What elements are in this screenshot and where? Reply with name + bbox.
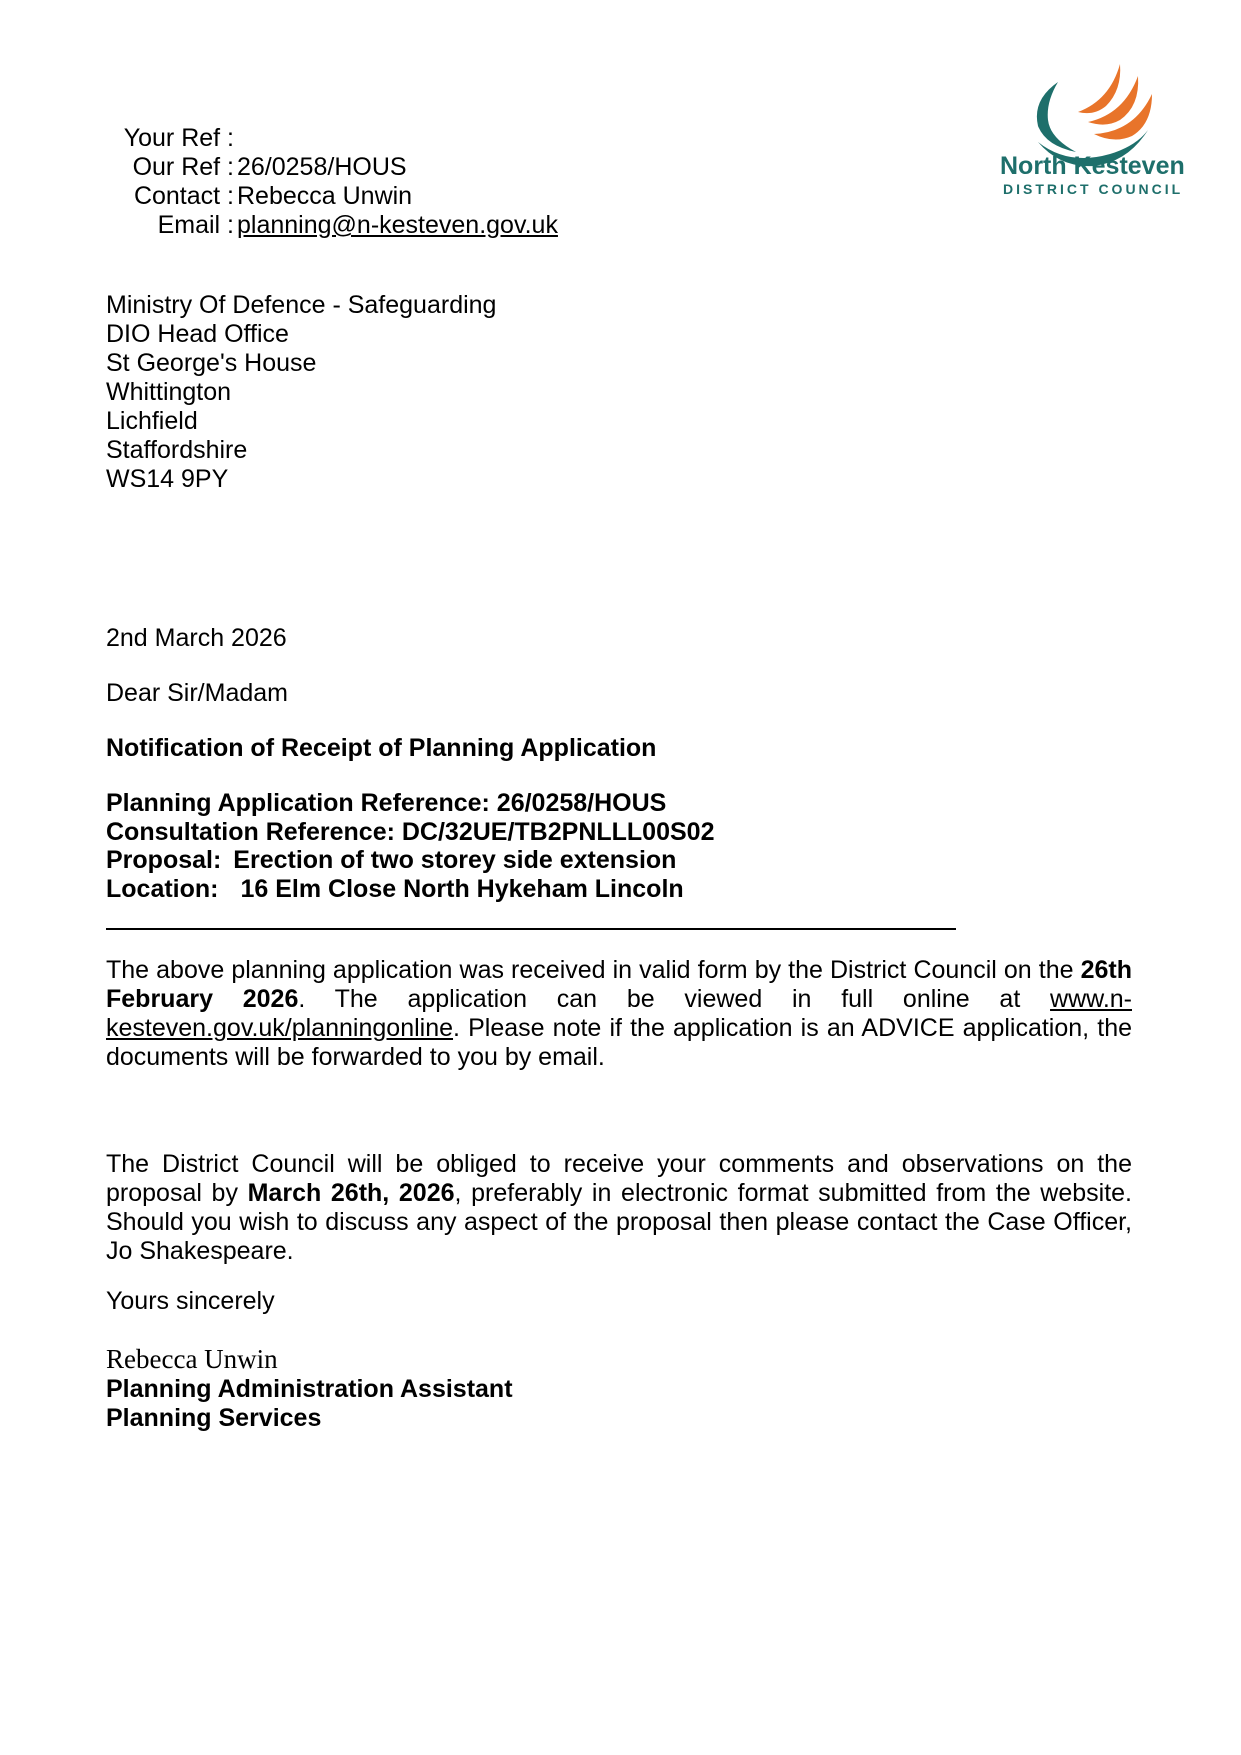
proposal-row bbox=[106, 846, 676, 875]
address-line: DIO Head Office bbox=[106, 320, 289, 348]
address-line: Whittington bbox=[106, 378, 232, 406]
email-link[interactable]: planning@n-kesteven.gov.uk bbox=[237, 211, 558, 239]
your-ref-label: Your Ref : bbox=[123, 124, 234, 152]
address-line: Staffordshire bbox=[106, 436, 248, 464]
location-row bbox=[106, 875, 684, 904]
our-ref-value: 26/0258/HOUS bbox=[237, 153, 407, 181]
para1-text: . The application can be viewed in full online at bbox=[298, 985, 1051, 1013]
address-line: Ministry Of Defence - Safeguarding bbox=[106, 291, 497, 319]
closing: Yours sincerely bbox=[106, 1287, 275, 1315]
divider bbox=[106, 928, 956, 930]
para1-text: . Please note if the application is an ADVICE application, the documents will be forwarded to you by email. bbox=[106, 1014, 1132, 1071]
recipient-address bbox=[106, 291, 496, 494]
logo-name: North Kesteven bbox=[1000, 152, 1185, 180]
address-line: WS14 9PY bbox=[106, 465, 229, 493]
paragraph-received bbox=[106, 956, 1132, 1072]
location-label: Location: bbox=[106, 875, 219, 903]
signoff-department: Planning Services bbox=[106, 1404, 322, 1432]
salutation: Dear Sir/Madam bbox=[106, 679, 288, 707]
address-line: Lichfield bbox=[106, 407, 198, 435]
email-row bbox=[110, 211, 558, 240]
proposal-value: Erection of two storey side extension bbox=[233, 846, 677, 874]
our-ref-row bbox=[110, 153, 558, 182]
email-label: Email : bbox=[157, 211, 234, 239]
contact-value: Rebecca Unwin bbox=[237, 182, 413, 210]
signoff-title: Planning Administration Assistant bbox=[106, 1375, 513, 1403]
address-line: St George's House bbox=[106, 349, 317, 377]
para2-text: , preferably in electronic format submitted from the website. Should you wish to discuss any aspect of the proposal then please contact the Case Officer, Jo Shakespeare. bbox=[106, 1179, 1132, 1265]
letter-date: 2nd March 2026 bbox=[106, 624, 287, 652]
your-ref-row bbox=[110, 124, 558, 153]
para2-text: The District Council will be obliged to receive your comments and observations on the proposal by bbox=[106, 1150, 1132, 1207]
location-value: 16 Elm Close North Hykeham Lincoln bbox=[240, 875, 684, 903]
para1-text: The above planning application was received in valid form by the District Council on the bbox=[106, 956, 1081, 984]
reference-block bbox=[110, 124, 558, 240]
received-date: 26th February 2026 bbox=[106, 956, 1132, 1013]
comments-deadline: March 26th, 2026 bbox=[247, 1179, 455, 1207]
contact-row bbox=[110, 182, 558, 211]
proposal-label: Proposal: bbox=[106, 846, 222, 874]
logo-subtitle: DISTRICT COUNCIL bbox=[1003, 181, 1184, 197]
planning-online-link[interactable]: www.n-kesteven.gov.uk/planningonline bbox=[106, 985, 1132, 1042]
consultation-reference: Consultation Reference: DC/32UE/TB2PNLLL00S02 bbox=[106, 818, 715, 846]
signature: Rebecca Unwin bbox=[106, 1344, 278, 1374]
our-ref-label: Our Ref : bbox=[132, 153, 234, 181]
contact-label: Contact : bbox=[133, 182, 234, 210]
letter-heading: Notification of Receipt of Planning Application bbox=[106, 734, 657, 762]
application-reference: Planning Application Reference: 26/0258/HOUS bbox=[106, 789, 667, 817]
paragraph-comments bbox=[106, 1150, 1132, 1266]
